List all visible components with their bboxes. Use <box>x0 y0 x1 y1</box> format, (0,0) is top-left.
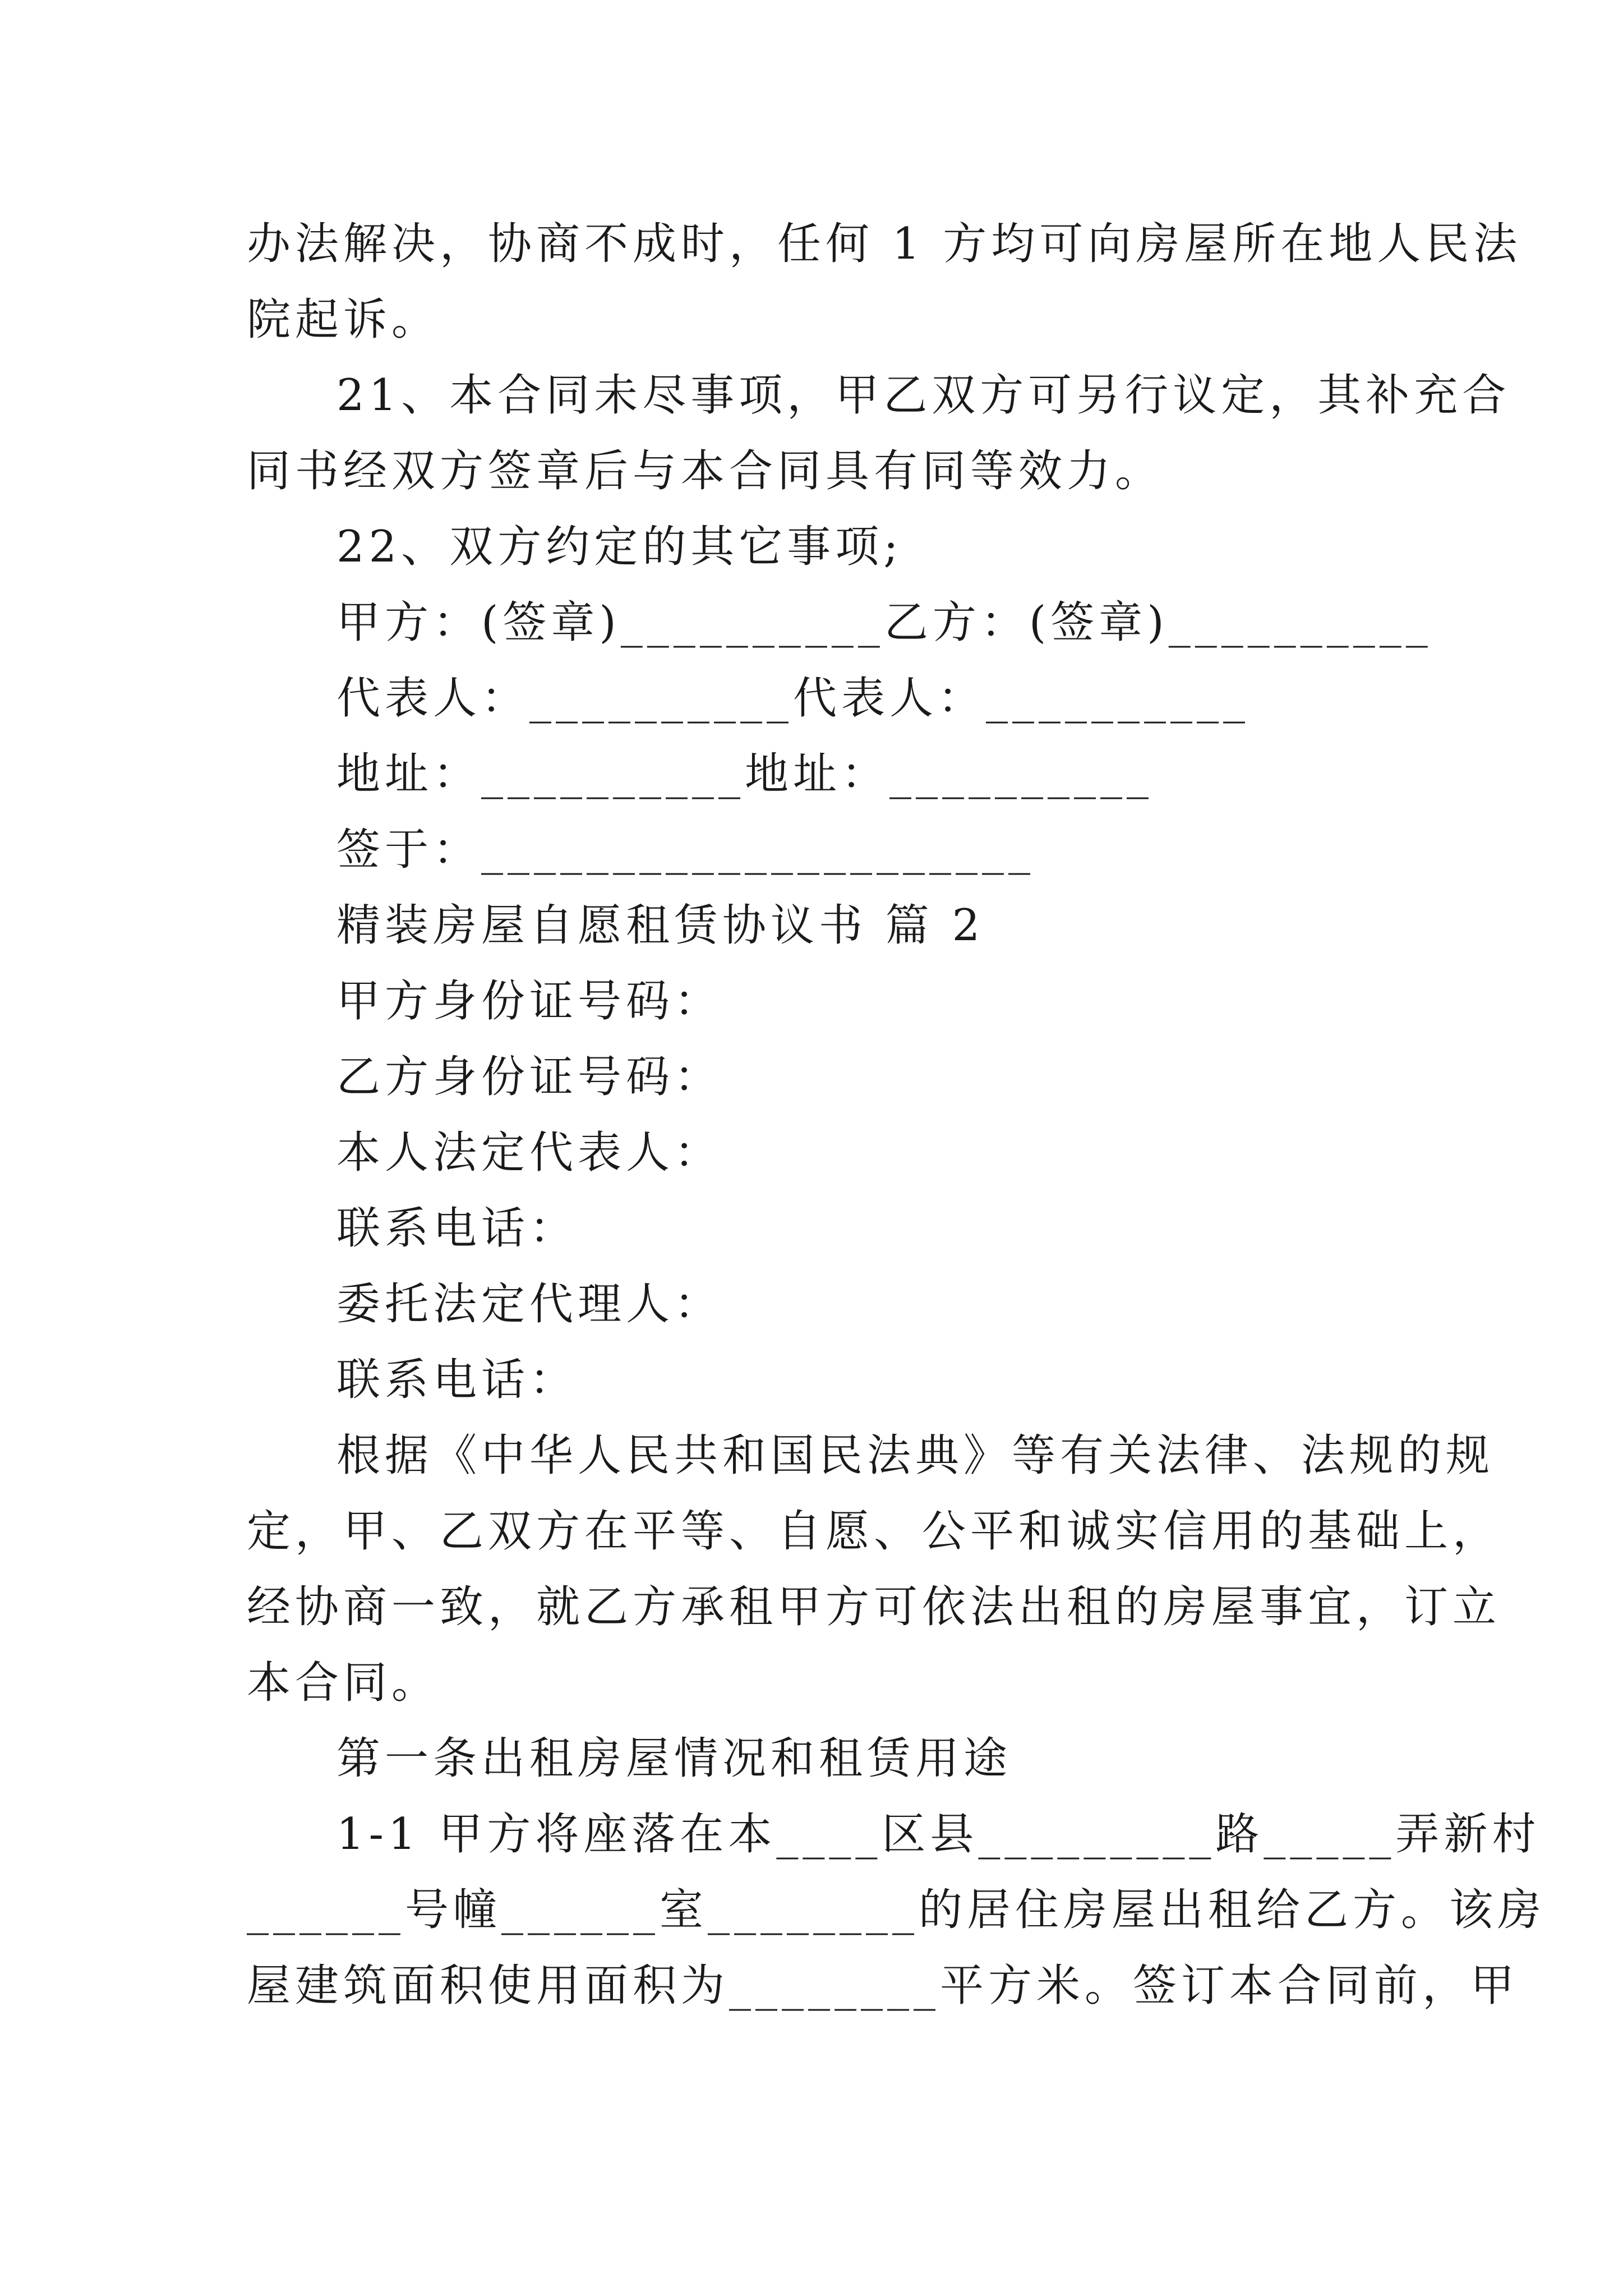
article-1-heading: 第一条出租房屋情况和租赁用途 <box>336 1733 1012 1784</box>
party-b-id-field: 乙方身份证号码： <box>336 1052 723 1102</box>
address-line: 地址：__________地址：__________ <box>336 749 1154 799</box>
legal-representative-field: 本人法定代表人： <box>336 1128 723 1178</box>
signed-at-line: 签于：_____________________ <box>336 825 1035 875</box>
preamble-line: 经协商一致，就乙方承租甲方可依法出租的房屋事宜，订立 <box>247 1582 1501 1632</box>
clause-1-1-line: ______号幢______室________的居住房屋出租给乙方。该房 <box>247 1885 1546 1935</box>
authorized-agent-field: 委托法定代理人： <box>336 1279 723 1329</box>
signature-line-party-a-b: 甲方：(签章)__________乙方：(签章)__________ <box>336 597 1432 648</box>
phone-field: 联系电话： <box>336 1355 578 1405</box>
section-title: 精装房屋自愿租赁协议书 篇 2 <box>336 900 985 951</box>
clause-22-line: 22、双方约定的其它事项; <box>336 522 903 572</box>
body-text-line: 同书经双方签章后与本合同具有同等效力。 <box>247 446 1164 496</box>
phone-field: 联系电话： <box>336 1203 578 1254</box>
clause-1-1-line: 1-1 甲方将座落在本____区县_________路_____弄新村 <box>336 1809 1541 1860</box>
preamble-line: 本合同。 <box>247 1658 440 1708</box>
representative-line: 代表人：__________代表人：__________ <box>336 673 1250 724</box>
clause-1-1-line: 屋建筑面积使用面积为________平方米。签订本合同前，甲 <box>247 1961 1519 2011</box>
party-a-id-field: 甲方身份证号码： <box>336 976 723 1027</box>
clause-21-line: 21、本合同未尽事项，甲乙双方可另行议定，其补充合 <box>336 370 1511 421</box>
preamble-line: 根据《中华人民共和国民法典》等有关法律、法规的规 <box>336 1430 1495 1481</box>
preamble-line: 定，甲、乙双方在平等、自愿、公平和诚实信用的基础上， <box>247 1506 1501 1557</box>
body-text-line: 办法解决，协商不成时，任何 1 方均可向房屋所在地人民法 <box>247 219 1522 269</box>
body-text-line: 院起诉。 <box>247 295 440 345</box>
